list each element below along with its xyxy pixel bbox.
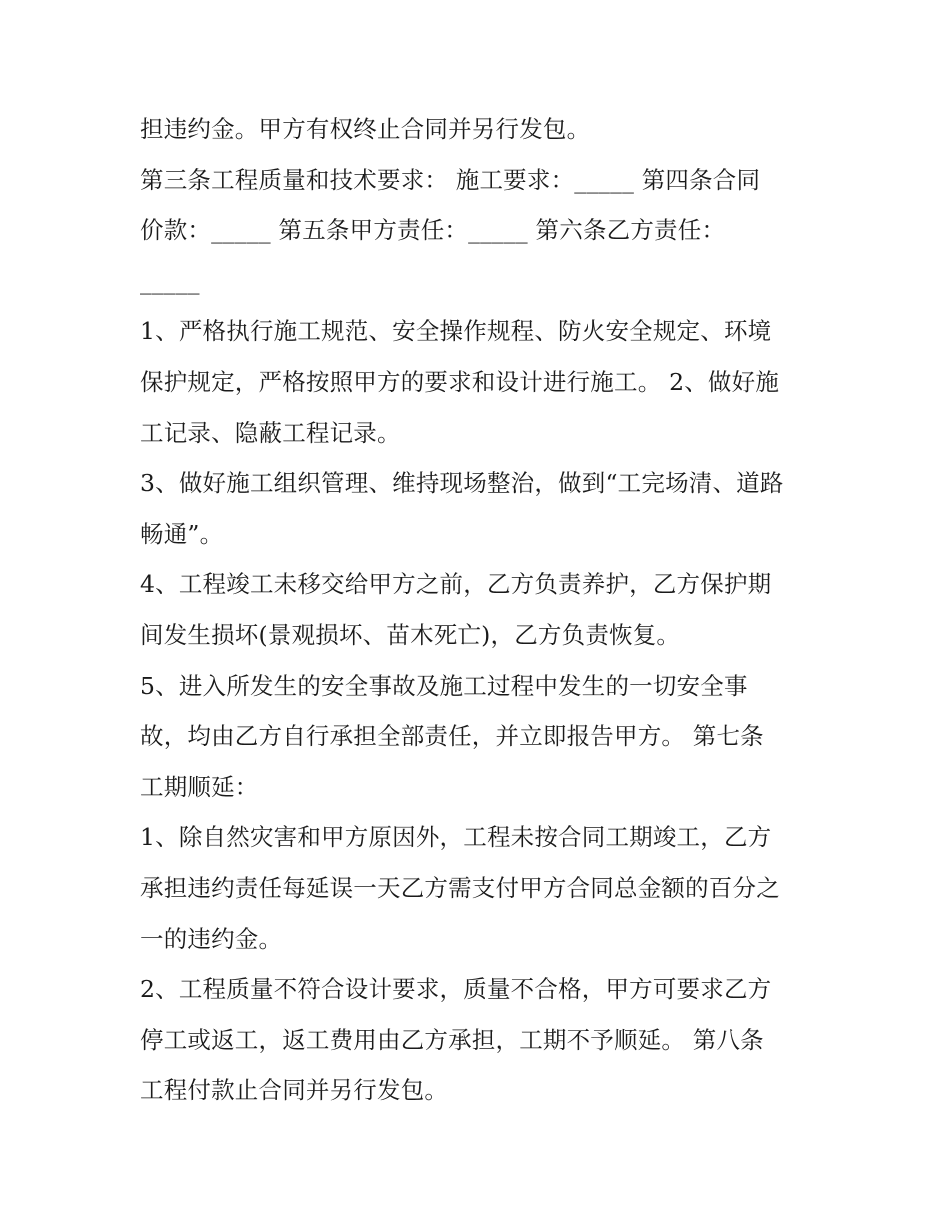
text-line: _____ (140, 266, 200, 295)
text-line: 第三条工程质量和技术要求： 施工要求：_____ 第四条合同 (140, 165, 761, 194)
text-line: 1、除自然灾害和甲方原因外，工程未按合同工期竣工，乙方 (140, 823, 772, 852)
document-page (140, 104, 820, 1116)
text-line: 价款：_____ 第五条甲方责任：_____ 第六条乙方责任： (140, 216, 726, 245)
text-line: 畅通”。 (140, 519, 224, 548)
text-line: 承担违约责任每延误一天乙方需支付甲方合同总金额的百分之 (140, 873, 780, 902)
text-line: 保护规定，严格按照甲方的要求和设计进行施工。 2、做好施 (140, 367, 780, 396)
text-line: 故，均由乙方自行承担全部责任，并立即报告甲方。 第七条 (140, 722, 764, 751)
text-line: 3、做好施工组织管理、维持现场整治，做到“工完场清、道路 (140, 469, 784, 498)
text-line: 担违约金。甲方有权终止合同并另行发包。 (140, 115, 591, 143)
text-line: 工程付款止合同并另行发包。 (140, 1076, 449, 1105)
text-line: 停工或返工，返工费用由乙方承担，工期不予顺延。 第八条 (140, 1025, 764, 1054)
text-line: 一的违约金。 (140, 924, 283, 953)
text-line: 工期顺延： (140, 772, 259, 801)
text-line: 2、工程质量不符合设计要求，质量不合格，甲方可要求乙方 (140, 975, 772, 1004)
text-line: 1、严格执行施工规范、安全操作规程、防火安全规定、环境 (140, 317, 772, 346)
text-line: 5、进入所发生的安全事故及施工过程中发生的一切安全事 (140, 671, 748, 700)
text-line: 工记录、隐蔽工程记录。 (140, 418, 401, 447)
text-line: 间发生损坏(景观损坏、苗木死亡)，乙方负责恢复。 (140, 620, 681, 649)
text-line: 4、工程竣工未移交给甲方之前，乙方负责养护，乙方保护期 (140, 570, 772, 599)
